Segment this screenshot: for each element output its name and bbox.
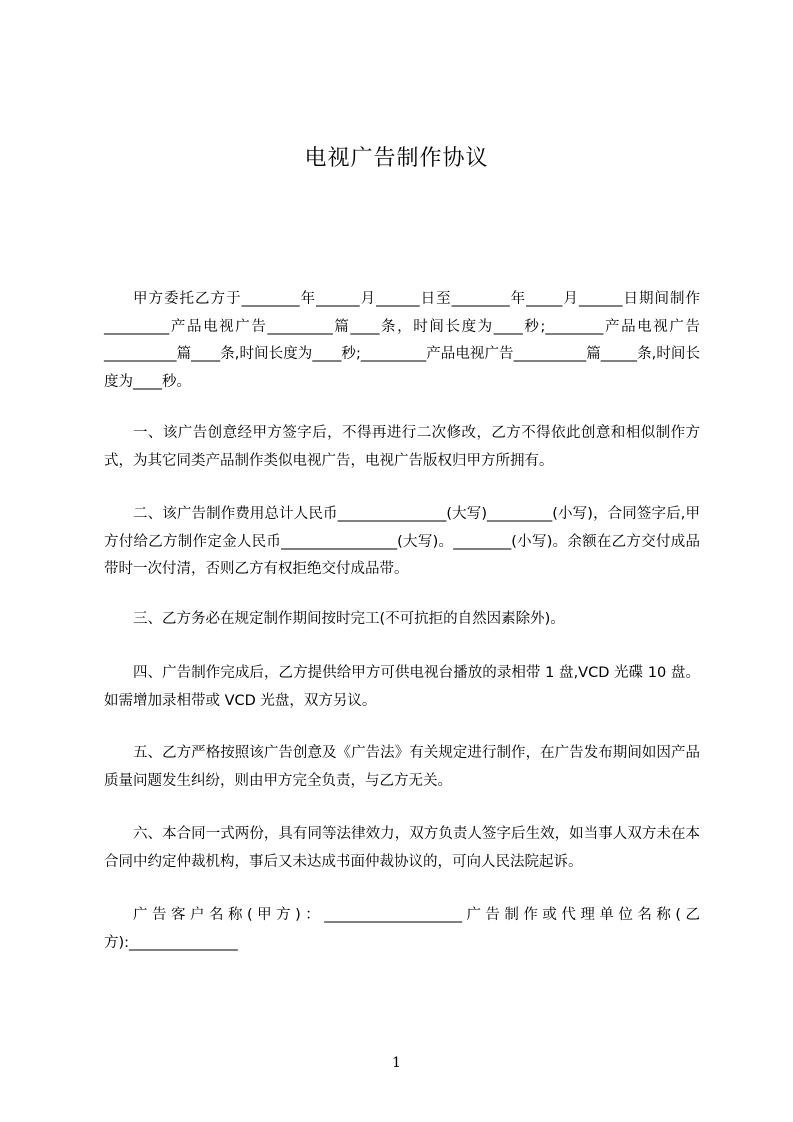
document-title: 电视广告制作协议 — [304, 146, 489, 171]
page-number: 1 — [392, 1055, 401, 1071]
paragraph-clause-1: 一、该广告创意经甲方签字后，不得再进行二次修改，乙方不得依此创意和相似制作方式，为其它同类产品制作类似电视广告，电视广告版权归甲方所拥有。 — [104, 425, 700, 469]
paragraph-clause-2: 二、该广告制作费用总计人民币_______________(大写)_________(小写)，合同签字后,甲方付给乙方制作定金人民币________________(大写)。________(小写)。余额在乙方交付成品带时一次付清，否则乙方有权拒绝交付成品带。 — [104, 506, 700, 577]
paragraph-clause-3: 三、乙方务必在规定制作期间按时完工(不可抗拒的自然因素除外)。 — [133, 611, 565, 627]
paragraph-signature-parties: 广告客户名称(甲方)：___________________广告制作或代理单位名称(乙方):_______________ — [104, 907, 700, 951]
paragraph-clause-5: 五、乙方严格按照该广告创意及《广告法》有关规定进行制作，在广告发布期间如因产品质量问题发生纠纷，则由甲方完全负责，与乙方无关。 — [104, 745, 700, 789]
paragraph-intro: 甲方委托乙方于________年______月______日至________年_____月______日期间制作_________产品电视广告_________篇____条，时间长度为____秒;________产品电视广告__________篇____条,时间长度为____秒;_________产品电视广告__________篇_____条,时间长度为____秒。 — [104, 291, 700, 390]
paragraph-clause-4: 四、广告制作完成后，乙方提供给甲方可供电视台播放的录相带 1 盘,VCD 光碟 10 盘。如需增加录相带或 VCD 光盘，双方另议。 — [104, 665, 700, 709]
paragraph-clause-6: 六、本合同一式两份，具有同等法律效力，双方负责人签字后生效，如当事人双方未在本合同中约定仲裁机构，事后又未达成书面仲裁协议的，可向人民法院起诉。 — [104, 826, 700, 870]
